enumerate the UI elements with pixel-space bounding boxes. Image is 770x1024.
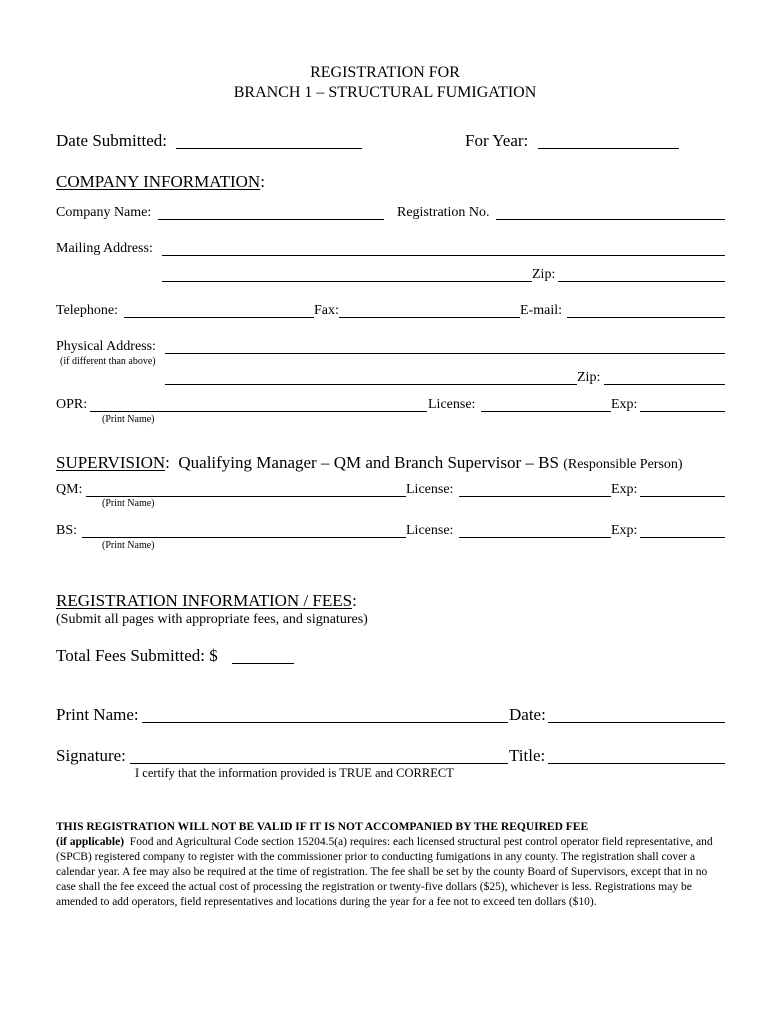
telephone-label: Telephone:: [56, 303, 118, 318]
company-info-heading-text: COMPANY INFORMATION: [56, 172, 261, 191]
mailing-zip-field[interactable]: [558, 281, 725, 282]
bs-print-name-note: (Print Name): [102, 540, 155, 551]
qm-exp-label: Exp:: [611, 482, 638, 497]
opr-exp-label: Exp:: [611, 397, 638, 412]
physical-zip-field[interactable]: [604, 384, 725, 385]
signature-label: Signature:: [56, 746, 126, 765]
total-fees-label: Total Fees Submitted: $: [56, 646, 218, 665]
supervision-heading-text: SUPERVISION: [56, 453, 166, 472]
telephone-field[interactable]: [124, 317, 314, 318]
signature-field[interactable]: [130, 763, 508, 764]
notice-body: Food and Agricultural Code section 15204.5(a) requires: each licensed structural pest control operator field representative, and (SPCB) registered company to register with the commissioner prior to conducting fumigations in any county. The registration shall cover a calendar year. A fee may also be required at the time of registration. The fee shall be set by the county Board of Supervisors, except that in no case shall the fee exceed the actual cost of processing the registration or twenty-five dollars ($25), whichever is less. Registrations may be amended to add operators, field representatives and locations during the year for a fee not to exceed ten dollars ($10).: [56, 836, 713, 908]
email-label: E-mail:: [520, 303, 562, 318]
bs-exp-field[interactable]: [640, 537, 725, 538]
form-title-line1: REGISTRATION FOR: [310, 64, 460, 81]
company-info-heading: [56, 172, 265, 192]
opr-label: OPR:: [56, 397, 88, 412]
qm-label: QM:: [56, 482, 83, 497]
print-name-field[interactable]: [142, 722, 508, 723]
qm-license-label: License:: [406, 482, 454, 497]
bs-field[interactable]: [82, 537, 406, 538]
registration-info-heading-colon: :: [352, 591, 357, 610]
title-label: Title:: [509, 746, 546, 765]
total-fees-field[interactable]: [232, 663, 294, 664]
opr-license-label: License:: [428, 397, 476, 412]
responsible-person-note: (Responsible Person): [563, 457, 683, 472]
bs-license-label: License:: [406, 523, 454, 538]
physical-address-line2-field[interactable]: [165, 384, 577, 385]
fee-notice: [56, 820, 716, 910]
physical-address-label: Physical Address:: [56, 339, 156, 354]
notice-if-applicable: (if applicable): [56, 836, 125, 848]
physical-zip-label: Zip:: [577, 370, 601, 385]
fax-field[interactable]: [339, 317, 520, 318]
registration-info-heading: [56, 591, 357, 611]
registration-info-heading-text: REGISTRATION INFORMATION / FEES: [56, 591, 353, 610]
submit-pages-note: (Submit all pages with appropriate fees, and signatures): [56, 612, 368, 627]
opr-exp-field[interactable]: [640, 411, 725, 412]
date-submitted-field[interactable]: [176, 148, 362, 149]
registration-no-label: Registration No.: [397, 205, 490, 220]
form-title-line2: BRANCH 1 – STRUCTURAL FUMIGATION: [233, 84, 537, 101]
company-name-field[interactable]: [158, 219, 384, 220]
bs-license-field[interactable]: [459, 537, 611, 538]
bs-label: BS:: [56, 523, 78, 538]
email-field[interactable]: [567, 317, 725, 318]
certify-statement: I certify that the information provided is TRUE and CORRECT: [135, 766, 454, 780]
opr-print-name-note: (Print Name): [102, 414, 155, 425]
print-name-label: Print Name:: [56, 705, 139, 724]
title-field[interactable]: [548, 763, 725, 764]
date-submitted-label: Date Submitted:: [56, 131, 167, 150]
bs-exp-label: Exp:: [611, 523, 638, 538]
physical-address-field[interactable]: [165, 353, 725, 354]
fax-label: Fax:: [314, 303, 339, 318]
company-name-label: Company Name:: [56, 205, 152, 220]
opr-license-field[interactable]: [481, 411, 611, 412]
date-field[interactable]: [548, 722, 725, 723]
qm-exp-field[interactable]: [640, 496, 725, 497]
company-info-heading-colon: :: [260, 172, 265, 191]
mailing-address-label: Mailing Address:: [56, 241, 153, 256]
qm-print-name-note: (Print Name): [102, 498, 155, 509]
opr-field[interactable]: [90, 411, 427, 412]
notice-bold-line: THIS REGISTRATION WILL NOT BE VALID IF IT IS NOT ACCOMPANIED BY THE REQUIRED FEE: [56, 821, 589, 833]
mailing-address-field[interactable]: [162, 255, 725, 256]
for-year-field[interactable]: [538, 148, 679, 149]
mailing-address-line2-field[interactable]: [162, 281, 532, 282]
qm-license-field[interactable]: [459, 496, 611, 497]
supervision-heading: [56, 453, 683, 473]
supervision-heading-rest: : Qualifying Manager – QM and Branch Supervisor – BS: [165, 453, 564, 472]
for-year-label: For Year:: [465, 131, 529, 150]
mailing-zip-label: Zip:: [532, 267, 556, 282]
date-label: Date:: [509, 705, 546, 724]
qm-field[interactable]: [86, 496, 406, 497]
if-different-note: (if different than above): [60, 356, 156, 367]
registration-no-field[interactable]: [496, 219, 725, 220]
